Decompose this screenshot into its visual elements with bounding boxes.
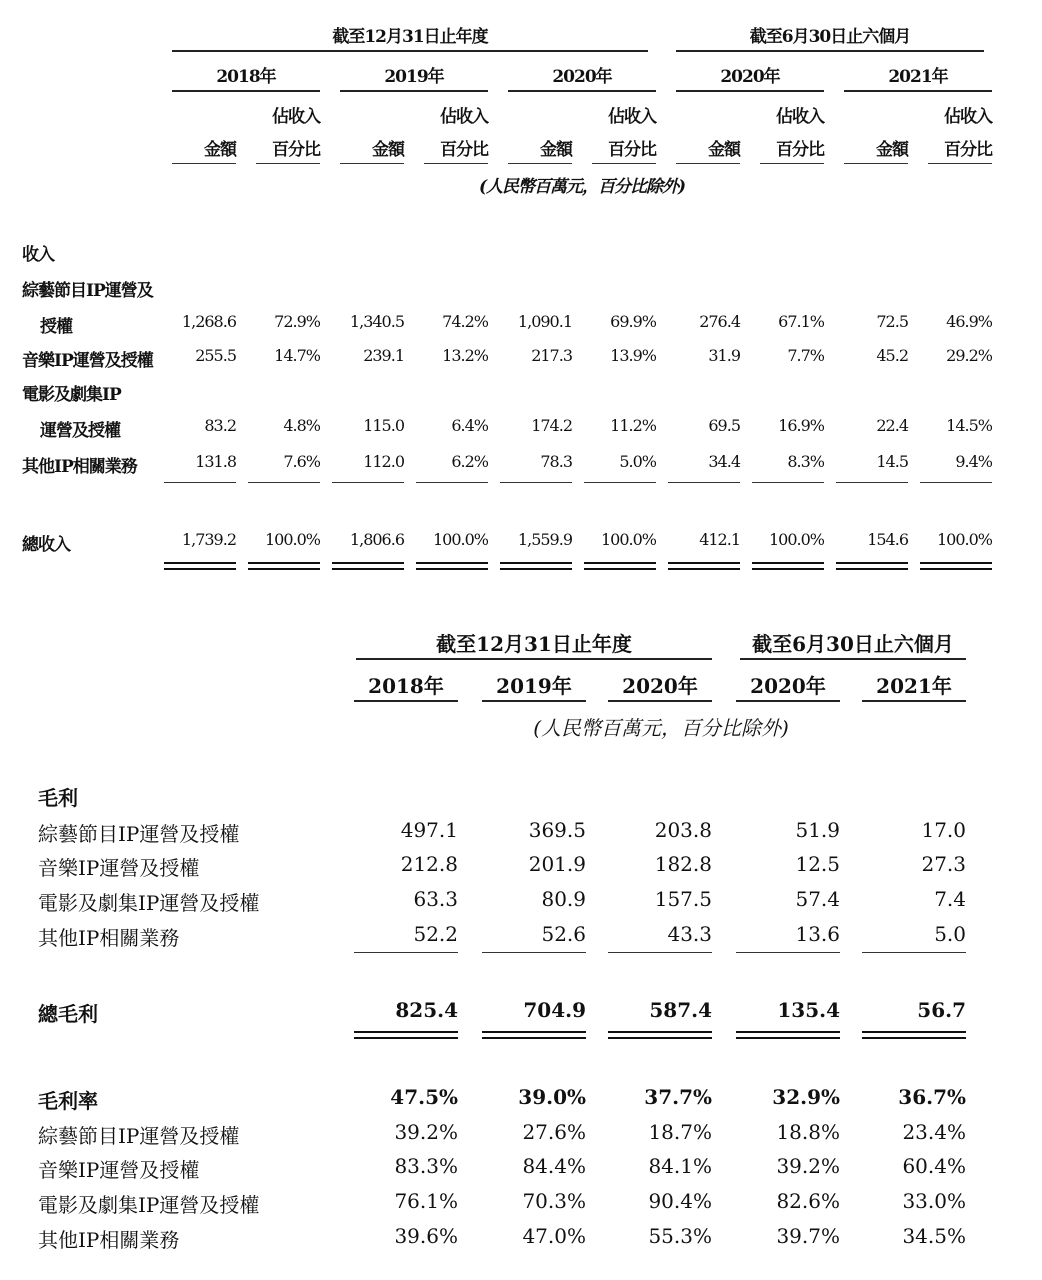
- t1-row-label: 綜藝節目IP運營及: [22, 281, 153, 301]
- t2-gp-cell: 201.9: [528, 852, 586, 876]
- t1-subheader-rule: [508, 163, 572, 164]
- t2-gp-cell: 157.5: [654, 887, 712, 911]
- t2-gp-cell: 13.6: [795, 922, 840, 946]
- t2-gp-cell: 57.4: [795, 887, 840, 911]
- t2-margin-row-cell: 39.2%: [776, 1154, 840, 1178]
- t2-year-header: 2018年: [368, 674, 444, 698]
- t2-margin-row-cell: 39.7%: [776, 1224, 840, 1248]
- t2-year-header: 2021年: [876, 674, 952, 698]
- t1-total-double-rule: [248, 562, 320, 570]
- t2-gp-total-double-rule: [862, 1031, 966, 1039]
- t1-period-header-interim: 截至6月30日止六個月: [749, 27, 911, 47]
- t1-cell: 67.1%: [778, 312, 824, 331]
- t2-margin-row-cell: 84.4%: [522, 1154, 586, 1178]
- t2-margin-row-cell: 83.3%: [394, 1154, 458, 1178]
- t1-subtotal-rule: [164, 482, 236, 483]
- t2-margin-row-cell: 18.7%: [648, 1120, 712, 1144]
- t2-gp-cell: 52.6: [541, 922, 586, 946]
- t2-margin-row-cell: 39.2%: [394, 1120, 458, 1144]
- t1-total-double-rule: [752, 562, 824, 570]
- t1-cell: 14.7%: [274, 346, 320, 365]
- t1-subheader-amount: 金額: [540, 140, 572, 160]
- t1-cell: 112.0: [363, 452, 404, 471]
- t1-subheader-rule: [928, 163, 992, 164]
- t1-total-cell: 1,559.9: [517, 530, 572, 549]
- t2-gp-cell: 7.4: [934, 887, 966, 911]
- t1-cell: 131.8: [195, 452, 236, 471]
- t1-section-revenue: 收入: [22, 245, 54, 265]
- t1-cell: 255.5: [195, 346, 236, 365]
- t2-year-header: 2020年: [622, 674, 698, 698]
- t1-total-label: 總收入: [22, 535, 70, 555]
- t1-row-label: 其他IP相關業務: [22, 457, 137, 477]
- t1-cell: 6.2%: [451, 452, 488, 471]
- t1-cell: 14.5: [876, 452, 908, 471]
- t2-year-rule: [736, 700, 840, 702]
- t2-unit-note: (人民幣百萬元，百分比除外): [533, 716, 789, 740]
- t1-row-label: 運營及授權: [40, 421, 120, 441]
- t1-cell: 1,268.6: [181, 312, 236, 331]
- t2-margin-row-cell: 34.5%: [902, 1224, 966, 1248]
- t1-cell: 174.2: [531, 416, 572, 435]
- t1-year-header: 2021年: [888, 67, 948, 87]
- t1-cell: 8.3%: [787, 452, 824, 471]
- t1-cell: 13.2%: [442, 346, 488, 365]
- t1-total-double-rule: [836, 562, 908, 570]
- t1-cell: 69.9%: [610, 312, 656, 331]
- t1-year-header: 2020年: [720, 67, 780, 87]
- t1-total-cell: 100.0%: [432, 530, 488, 549]
- t2-margin-row-cell: 76.1%: [394, 1189, 458, 1213]
- t2-margin-row-label: 音樂IP運營及授權: [38, 1158, 200, 1182]
- t2-margin-row-cell: 27.6%: [522, 1120, 586, 1144]
- t1-cell: 31.9: [708, 346, 740, 365]
- t1-total-cell: 100.0%: [768, 530, 824, 549]
- t2-gp-cell: 63.3: [413, 887, 458, 911]
- t1-subtotal-rule: [500, 482, 572, 483]
- t1-row-label: 電影及劇集IP: [22, 385, 121, 405]
- t1-cell: 4.8%: [283, 416, 320, 435]
- t1-subtotal-rule: [584, 482, 656, 483]
- t1-total-cell: 100.0%: [600, 530, 656, 549]
- t2-year-header: 2019年: [496, 674, 572, 698]
- t1-subheader-rule: [676, 163, 740, 164]
- t1-subheader-pct-line2: 百分比: [608, 140, 656, 160]
- t2-margin-row-cell: 60.4%: [902, 1154, 966, 1178]
- t2-year-rule: [482, 700, 586, 702]
- t1-period-rule-interim: [676, 50, 984, 52]
- t1-cell: 83.2: [204, 416, 236, 435]
- t1-cell: 1,340.5: [349, 312, 404, 331]
- t1-year-rule: [676, 90, 824, 92]
- t1-row-label: 授權: [40, 317, 72, 337]
- t1-total-double-rule: [920, 562, 992, 570]
- t1-year-rule: [508, 90, 656, 92]
- t1-cell: 72.5: [876, 312, 908, 331]
- t2-gp-total-cell: 587.4: [649, 998, 712, 1022]
- t2-gp-cell: 52.2: [413, 922, 458, 946]
- t2-gp-cell: 17.0: [921, 818, 966, 842]
- t1-subheader-pct-line1: 佔收入: [272, 107, 320, 127]
- t2-gp-total-cell: 135.4: [777, 998, 840, 1022]
- t2-margin-row-label: 電影及劇集IP運營及授權: [38, 1193, 260, 1217]
- t2-year-rule: [862, 700, 966, 702]
- t1-cell: 14.5%: [946, 416, 992, 435]
- t1-row-label: 音樂IP運營及授權: [22, 351, 153, 371]
- t2-gp-subtotal-rule: [482, 952, 586, 953]
- t1-total-double-rule: [416, 562, 488, 570]
- t1-subheader-pct-line2: 百分比: [776, 140, 824, 160]
- t2-margin-row-cell: 47.0%: [522, 1224, 586, 1248]
- t1-total-cell: 412.1: [699, 530, 740, 549]
- t2-gp-subtotal-rule: [862, 952, 966, 953]
- t1-cell: 276.4: [699, 312, 740, 331]
- t1-subheader-rule: [340, 163, 404, 164]
- t1-subheader-pct-line1: 佔收入: [440, 107, 488, 127]
- t1-total-cell: 154.6: [867, 530, 908, 549]
- t2-period-rule-interim: [740, 658, 966, 660]
- t2-margin-row-label: 綜藝節目IP運營及授權: [38, 1124, 240, 1148]
- t2-gp-cell: 182.8: [654, 852, 712, 876]
- t2-gp-total-double-rule: [482, 1031, 586, 1039]
- t2-margin-row-cell: 70.3%: [522, 1189, 586, 1213]
- t1-subtotal-rule: [836, 482, 908, 483]
- t2-gp-row-label: 其他IP相關業務: [38, 926, 180, 950]
- t2-gp-cell: 203.8: [654, 818, 712, 842]
- t1-subheader-amount: 金額: [372, 140, 404, 160]
- t2-gp-total-double-rule: [608, 1031, 712, 1039]
- t1-subtotal-rule: [248, 482, 320, 483]
- t2-gp-row-label: 電影及劇集IP運營及授權: [38, 891, 260, 915]
- t1-subheader-rule: [172, 163, 236, 164]
- t2-margin-row-cell: 23.4%: [902, 1120, 966, 1144]
- t2-gp-cell: 80.9: [541, 887, 586, 911]
- t2-gp-total-cell: 825.4: [395, 998, 458, 1022]
- t1-cell: 29.2%: [946, 346, 992, 365]
- t1-subheader-amount: 金額: [708, 140, 740, 160]
- t1-subtotal-rule: [920, 482, 992, 483]
- t1-subtotal-rule: [668, 482, 740, 483]
- t1-cell: 34.4: [708, 452, 740, 471]
- t1-total-double-rule: [332, 562, 404, 570]
- t1-subheader-pct-line2: 百分比: [272, 140, 320, 160]
- t2-period-header-annual: 截至12月31日止年度: [436, 632, 632, 656]
- t1-subheader-pct-line1: 佔收入: [944, 107, 992, 127]
- t1-subheader-rule: [844, 163, 908, 164]
- t1-cell: 115.0: [363, 416, 404, 435]
- t2-margin-row-cell: 55.3%: [648, 1224, 712, 1248]
- t1-cell: 239.1: [363, 346, 404, 365]
- t2-gp-subtotal-rule: [608, 952, 712, 953]
- t1-cell: 1,090.1: [517, 312, 572, 331]
- t1-cell: 69.5: [708, 416, 740, 435]
- t1-subheader-pct-line1: 佔收入: [608, 107, 656, 127]
- t2-gp-cell: 212.8: [400, 852, 458, 876]
- t1-subheader-rule: [256, 163, 320, 164]
- t1-subheader-rule: [760, 163, 824, 164]
- t1-period-header-annual: 截至12月31日止年度: [332, 27, 488, 47]
- t1-subheader-rule: [592, 163, 656, 164]
- t1-subheader-amount: 金額: [204, 140, 236, 160]
- t1-subtotal-rule: [332, 482, 404, 483]
- t2-gp-cell: 43.3: [667, 922, 712, 946]
- t1-subheader-pct-line1: 佔收入: [776, 107, 824, 127]
- t1-cell: 217.3: [531, 346, 572, 365]
- t1-cell: 45.2: [876, 346, 908, 365]
- t1-cell: 7.6%: [283, 452, 320, 471]
- t2-period-rule-annual: [356, 658, 712, 660]
- t1-total-double-rule: [584, 562, 656, 570]
- t2-gp-cell: 369.5: [528, 818, 586, 842]
- t1-cell: 46.9%: [946, 312, 992, 331]
- t2-gp-cell: 497.1: [400, 818, 458, 842]
- t1-unit-note: (人民幣百萬元，百分比除外): [478, 177, 686, 197]
- t1-subheader-pct-line2: 百分比: [440, 140, 488, 160]
- t1-year-header: 2019年: [384, 67, 444, 87]
- t1-year-rule: [172, 90, 320, 92]
- t2-gp-subtotal-rule: [354, 952, 458, 953]
- t1-cell: 9.4%: [955, 452, 992, 471]
- t2-year-header: 2020年: [750, 674, 826, 698]
- t1-total-cell: 100.0%: [264, 530, 320, 549]
- t2-margin-cell: 37.7%: [644, 1085, 712, 1109]
- t2-gp-cell: 12.5: [795, 852, 840, 876]
- t2-gp-total-double-rule: [354, 1031, 458, 1039]
- t2-year-rule: [608, 700, 712, 702]
- t2-gp-cell: 51.9: [795, 818, 840, 842]
- t2-gp-cell: 27.3: [921, 852, 966, 876]
- t1-subtotal-rule: [416, 482, 488, 483]
- t1-cell: 11.2%: [610, 416, 656, 435]
- t1-subheader-rule: [424, 163, 488, 164]
- t1-year-header: 2018年: [216, 67, 276, 87]
- t2-margin-cell: 32.9%: [772, 1085, 840, 1109]
- t2-gp-total-double-rule: [736, 1031, 840, 1039]
- t1-total-cell: 1,739.2: [181, 530, 236, 549]
- t1-cell: 16.9%: [778, 416, 824, 435]
- t1-total-double-rule: [164, 562, 236, 570]
- t2-margin-row-cell: 90.4%: [648, 1189, 712, 1213]
- t1-subheader-pct-line2: 百分比: [944, 140, 992, 160]
- t1-cell: 13.9%: [610, 346, 656, 365]
- t1-total-cell: 100.0%: [936, 530, 992, 549]
- t1-year-rule: [340, 90, 488, 92]
- t1-subheader-amount: 金額: [876, 140, 908, 160]
- t2-gross-profit-label: 毛利: [38, 786, 78, 810]
- t2-period-header-interim: 截至6月30日止六個月: [752, 632, 954, 656]
- t2-margin-cell: 36.7%: [898, 1085, 966, 1109]
- t1-year-header: 2020年: [552, 67, 612, 87]
- t2-gp-cell: 5.0: [934, 922, 966, 946]
- t2-gp-row-label: 音樂IP運營及授權: [38, 856, 200, 880]
- t2-margin-row-cell: 33.0%: [902, 1189, 966, 1213]
- t2-margin-label: 毛利率: [38, 1089, 98, 1113]
- t2-margin-row-cell: 39.6%: [394, 1224, 458, 1248]
- t2-margin-cell: 39.0%: [518, 1085, 586, 1109]
- t1-cell: 78.3: [540, 452, 572, 471]
- t2-margin-row-label: 其他IP相關業務: [38, 1228, 180, 1252]
- t2-gp-row-label: 綜藝節目IP運營及授權: [38, 822, 240, 846]
- t1-period-rule-annual: [172, 50, 648, 52]
- t1-cell: 5.0%: [619, 452, 656, 471]
- t2-year-rule: [354, 700, 458, 702]
- t2-gp-total-label: 總毛利: [38, 1002, 98, 1026]
- t2-gp-total-cell: 56.7: [917, 998, 966, 1022]
- t2-margin-cell: 47.5%: [390, 1085, 458, 1109]
- t1-cell: 22.4: [876, 416, 908, 435]
- t2-margin-row-cell: 84.1%: [648, 1154, 712, 1178]
- t1-cell: 7.7%: [787, 346, 824, 365]
- t1-subtotal-rule: [752, 482, 824, 483]
- t1-total-cell: 1,806.6: [349, 530, 404, 549]
- t1-cell: 6.4%: [451, 416, 488, 435]
- t2-margin-row-cell: 18.8%: [776, 1120, 840, 1144]
- t1-total-double-rule: [500, 562, 572, 570]
- t2-gp-total-cell: 704.9: [523, 998, 586, 1022]
- t2-gp-subtotal-rule: [736, 952, 840, 953]
- t1-year-rule: [844, 90, 992, 92]
- t1-cell: 74.2%: [442, 312, 488, 331]
- t2-margin-row-cell: 82.6%: [776, 1189, 840, 1213]
- t1-total-double-rule: [668, 562, 740, 570]
- t1-cell: 72.9%: [274, 312, 320, 331]
